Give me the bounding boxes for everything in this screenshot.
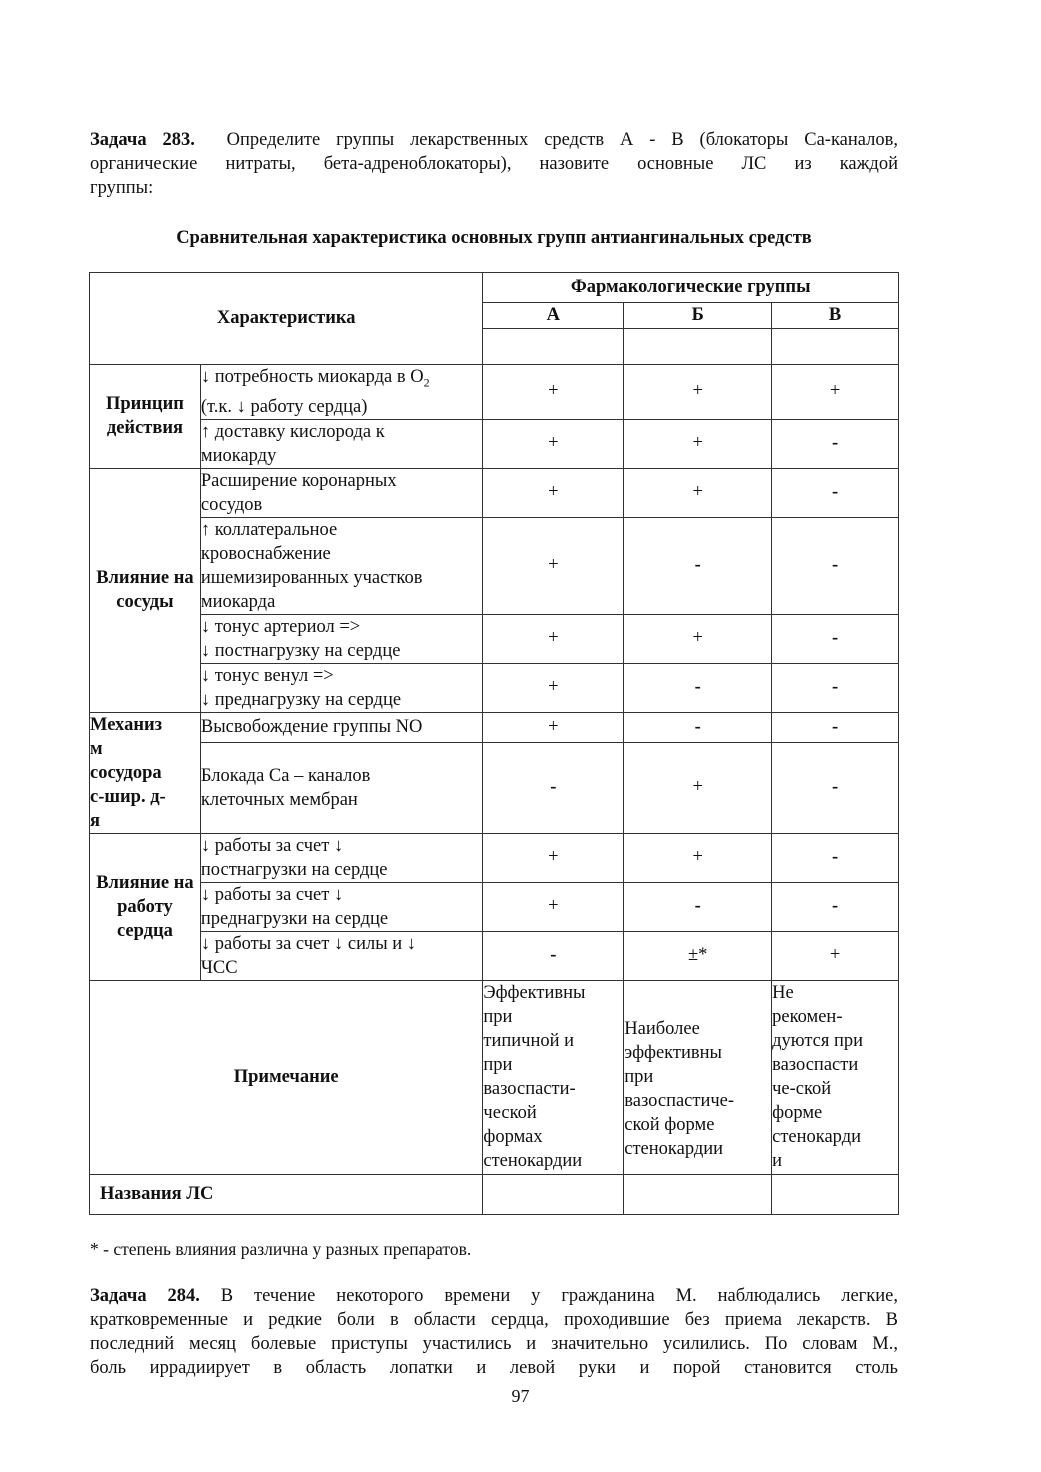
cell-a: + [483,365,624,420]
cell-v: - [772,833,899,882]
category-principle: Принцип действия [90,365,201,469]
row-desc: ↓ потребность миокарда в $O_2$ (т.к. ↓ работу сердца) [200,365,483,420]
note-label: Примечание [90,980,483,1174]
task-284-text-1: В течение некоторого времени у гражданина М. наблюдались легкие, [220,1286,898,1306]
cell-a: + [483,419,624,468]
names-cell-b [624,1174,772,1214]
category-heart: Влияние на работу сердца [90,833,201,980]
task-284-paragraph [90,1284,898,1380]
task-283-label: Задача 283. [90,130,195,150]
header-group-b: Б [624,303,772,329]
cell-b: ±* [624,931,772,980]
cell-b: + [624,468,772,517]
cell-b: - [624,663,772,712]
cell-v: + [772,931,899,980]
task-284-line-1 [90,1284,898,1308]
cell-b: + [624,742,772,833]
cell-b: + [624,614,772,663]
names-cell-a [483,1174,624,1214]
cell-a: - [483,742,624,833]
header-pharm-groups: Фармакологические группы [483,273,899,303]
header-group-v: В [772,303,899,329]
task-284-line-3: последний месяц болевые приступы участились и значительно усилились. По словам М., [90,1334,898,1354]
task-284-label: Задача 284. [90,1286,200,1306]
cell-b: + [624,833,772,882]
blank-cell-v [772,329,899,365]
row-desc: ↓ тонус артериол => ↓ постнагрузку на сердце [200,614,483,663]
note-group-a: Эффективны при типичной и при вазоспасти- ческой формах стенокардии [483,980,624,1174]
cell-v: - [772,419,899,468]
page-number: 97 [511,1386,530,1406]
cell-v: - [772,742,899,833]
cell-v: - [772,712,899,742]
row-desc: Расширение коронарных сосудов [200,468,483,517]
blank-cell-a [483,329,624,365]
task-283-line-2: органические нитраты, бета-адреноблокаторы), назовите основные ЛС из каждой [90,154,898,174]
comparison-table [89,272,899,1215]
note-group-v: Не рекомен- дуются при вазоспасти че-ской форме стенокарди и [772,980,899,1174]
cell-v: - [772,517,899,614]
category-vessels: Влияние на сосуды [90,468,201,712]
category-mechanism: Механиз м сосудора с-шир. д- я [90,712,201,833]
names-label: Названия ЛС [90,1174,483,1214]
names-cell-v [772,1174,899,1214]
footnote: * - степень влияния различна у разных препаратов. [90,1239,472,1259]
cell-a: + [483,517,624,614]
row-desc: ↓ работы за счет ↓ преднагрузки на сердце [200,882,483,931]
task-283-text-1: Определите группы лекарственных средств А - В (блокаторы Са-каналов, [226,130,898,150]
row-desc: ↓ тонус венул => ↓ преднагрузку на сердце [200,663,483,712]
blank-cell-b [624,329,772,365]
row-desc: ↓ работы за счет ↓ силы и ↓ ЧСС [200,931,483,980]
cell-v: - [772,663,899,712]
cell-a: + [483,663,624,712]
row-desc: Высвобождение группы NO [200,712,483,742]
task-284-line-4: боль иррадиирует в область лопатки и левой руки и порой становится столь [90,1358,898,1378]
header-characteristic: Характеристика [90,273,483,365]
task-284-line-2: кратковременные и редкие боли в области сердца, проходившие без приема лекарств. В [90,1310,898,1330]
cell-a: - [483,931,624,980]
cell-b: - [624,712,772,742]
cell-b: + [624,419,772,468]
cell-b: - [624,882,772,931]
cell-b: - [624,517,772,614]
cell-v: - [772,882,899,931]
row-desc: ↑ доставку кислорода к миокарду [200,419,483,468]
row-desc: ↓ работы за счет ↓ постнагрузки на сердце [200,833,483,882]
cell-a: + [483,882,624,931]
cell-a: + [483,468,624,517]
header-group-a: А [483,303,624,329]
cell-b: + [624,365,772,420]
cell-a: + [483,833,624,882]
cell-v: - [772,614,899,663]
row-desc: Блокада Са – каналов клеточных мембран [200,742,483,833]
cell-v: - [772,468,899,517]
cell-a: + [483,614,624,663]
table-title: Сравнительная характеристика основных групп антиангинальных средств [176,228,812,248]
note-group-b: Наиболее эффективны при вазоспастиче- ской форме стенокардии [624,980,772,1174]
cell-a: + [483,712,624,742]
row-desc: ↑ коллатеральное кровоснабжение ишемизированных участков миокарда [200,517,483,614]
task-283-line-3: группы: [90,178,154,198]
task-283-line-1 [90,128,898,152]
cell-v: + [772,365,899,420]
task-283-paragraph [90,128,898,200]
